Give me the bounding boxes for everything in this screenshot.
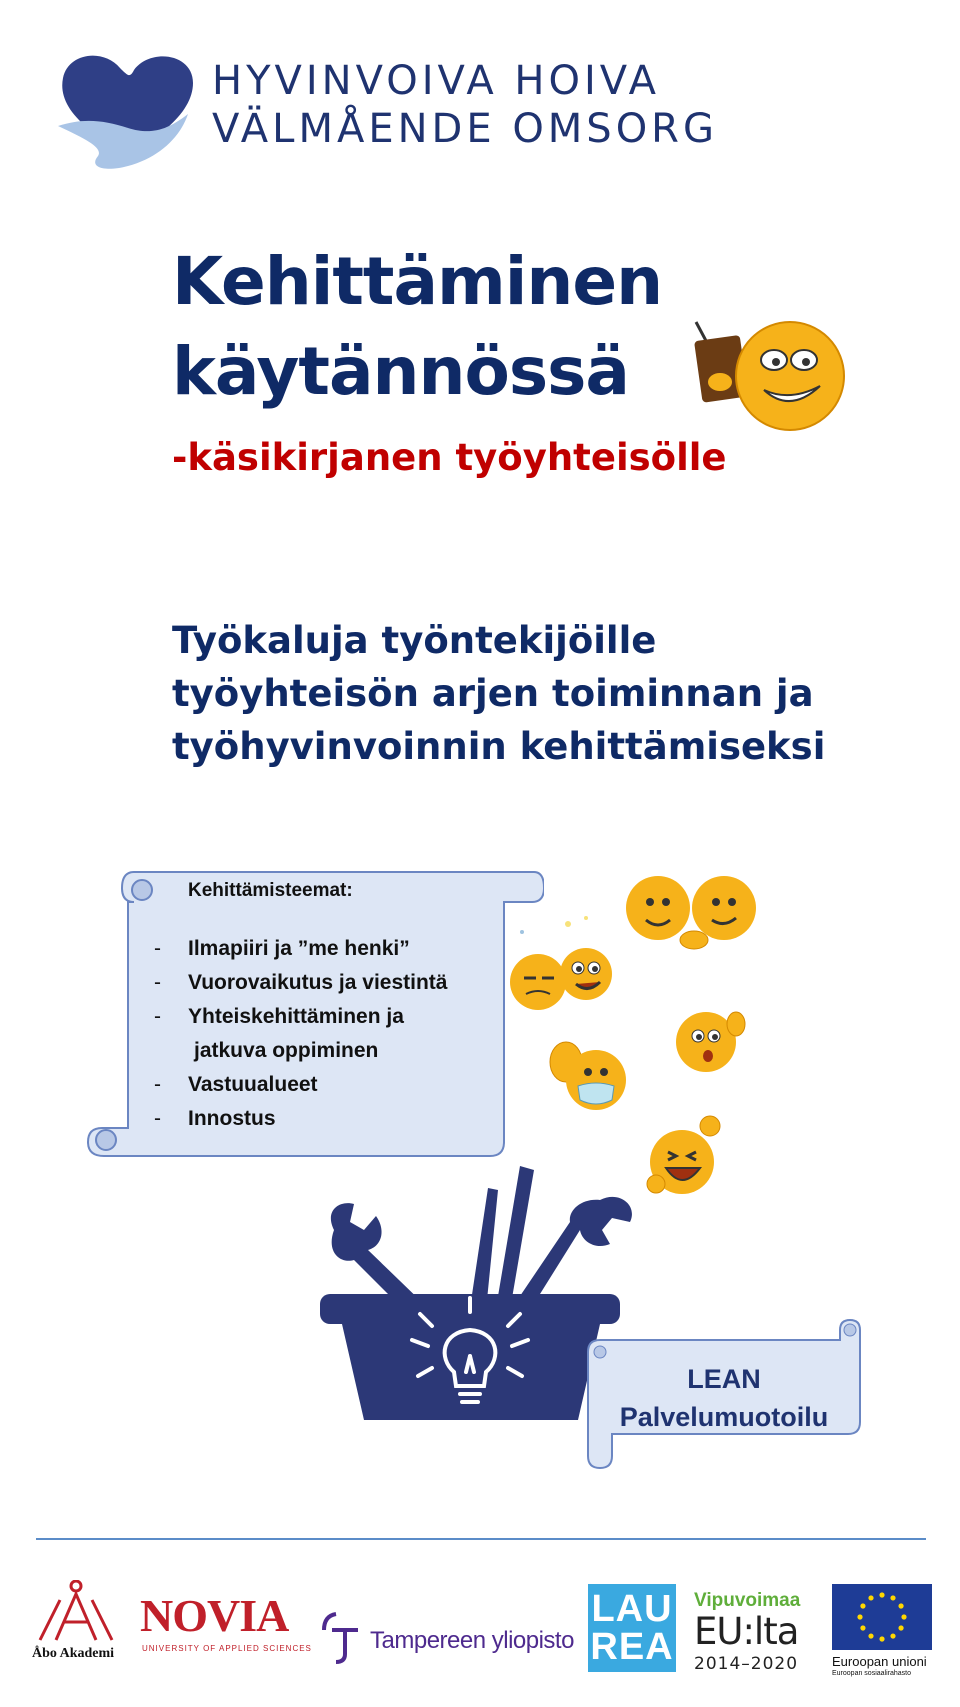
tampere-university-label: Tampereen yliopisto (370, 1627, 574, 1654)
tagline-line-2: työyhteisön arjen toiminnan ja (172, 672, 814, 715)
themes-list (154, 932, 447, 1136)
emoji-pair-icon (624, 874, 764, 954)
eu-star (890, 1595, 895, 1600)
tagline-line-1: Työkaluja työntekijöille (172, 619, 657, 662)
eu-star (890, 1633, 895, 1638)
list-item: jatkuva oppiminen (194, 1039, 379, 1062)
abo-akademi-label: Åbo Akademi (32, 1646, 115, 1661)
eu-flag-icon (832, 1584, 932, 1650)
eu-star (868, 1595, 873, 1600)
eu-star (868, 1633, 873, 1638)
eu-star (898, 1625, 903, 1630)
lean-label: LEAN (687, 1364, 761, 1394)
eu-star (879, 1636, 884, 1641)
emoji-mask-thumbs-up-icon (546, 1034, 632, 1116)
themes-heading: Kehittämisteemat: (188, 880, 353, 901)
novia-subtitle: UNIVERSITY OF APPLIED SCIENCES (142, 1644, 312, 1653)
list-item: - Vastuualueet (154, 1073, 318, 1096)
abo-akademi-logo-icon (36, 1580, 116, 1642)
eu-label: Euroopan unioni (832, 1654, 927, 1669)
brand-name-swedish: VÄLMÅENDE OMSORG (212, 106, 718, 152)
heart-hand-logo-icon (58, 48, 198, 178)
page-title-line-1: Kehittäminen (172, 243, 663, 320)
program-years-label: 2014–2020 (694, 1654, 799, 1674)
emoji-thinking-icon (670, 1004, 750, 1076)
esf-label: Euroopan sosiaalirahasto (832, 1670, 911, 1677)
eu-star (860, 1603, 865, 1608)
brand-name-finnish: HYVINVOIVA HOIVA (212, 58, 660, 104)
vipuvoimaa-label: Vipuvoimaa (694, 1590, 801, 1611)
eu-star (901, 1614, 906, 1619)
eu-star (879, 1592, 884, 1597)
emoji-writing-icon (690, 312, 850, 432)
page-title-line-2: käytännössä (172, 333, 629, 410)
tampere-university-logo-icon (318, 1610, 366, 1664)
list-item: - Innostus (154, 1107, 276, 1130)
laurea-logo: LAU REA (588, 1584, 676, 1672)
emoji-sleepy-icon (508, 914, 618, 1014)
list-item: - Ilmapiiri ja ”me henki” (154, 937, 410, 960)
footer-divider (36, 1538, 926, 1540)
page-subtitle: -käsikirjanen työyhteisölle (172, 436, 727, 479)
list-item: - Yhteiskehittäminen ja (154, 1005, 404, 1028)
eu-star (860, 1625, 865, 1630)
eu-star (898, 1603, 903, 1608)
novia-logo: NOVIA (140, 1590, 289, 1641)
eu-lta-label: EU:lta (694, 1610, 799, 1653)
list-item: - Vuorovaikutus ja viestintä (154, 971, 448, 994)
tagline-line-3: työhyvinvoinnin kehittämiseksi (172, 725, 826, 768)
eu-star (857, 1614, 862, 1619)
service-design-label: Palvelumuotoilu (619, 1402, 829, 1432)
